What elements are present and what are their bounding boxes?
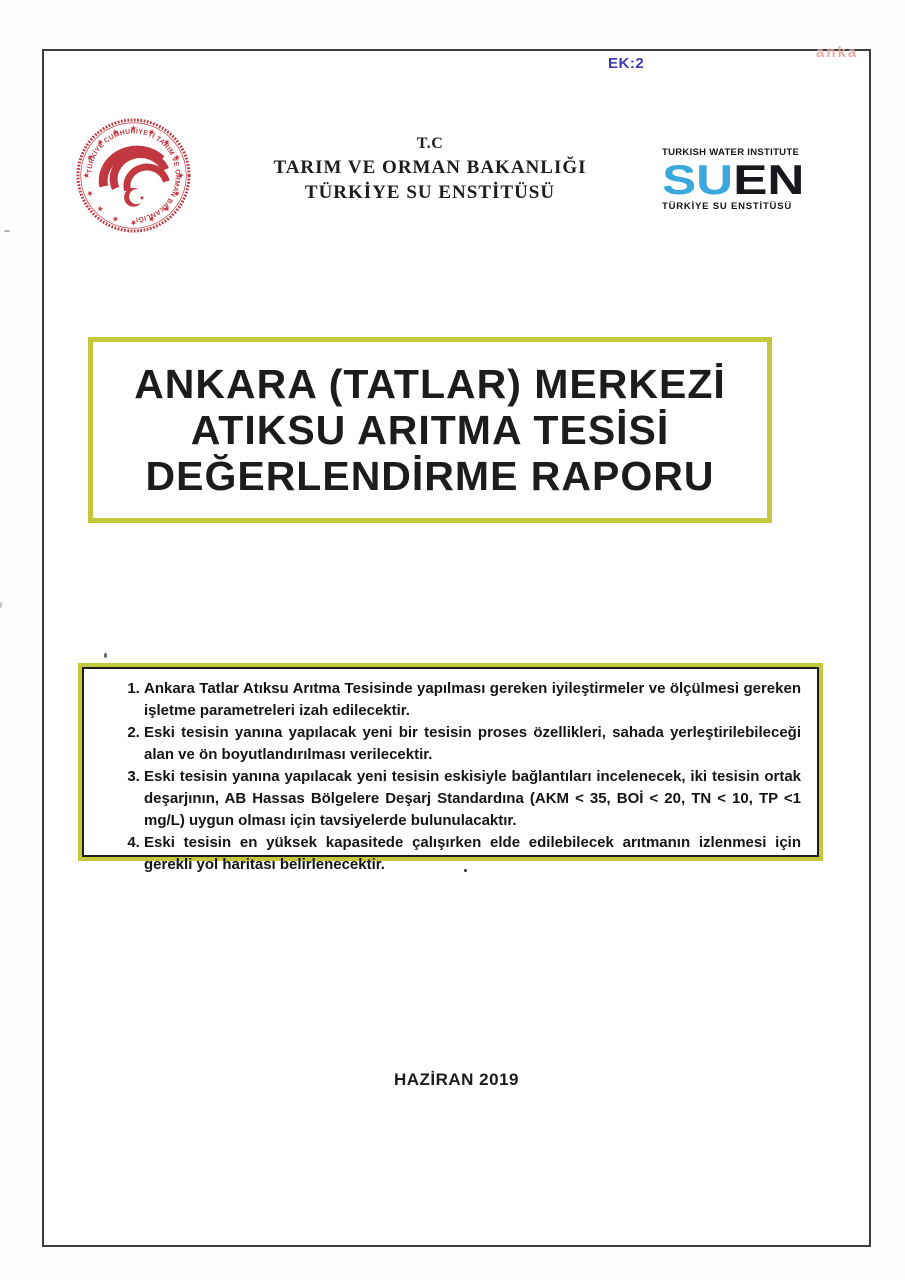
suen-wordmark (662, 156, 857, 203)
scan-artifact (104, 653, 107, 658)
header-tc: T.C (416, 135, 444, 152)
scope-item: 1. Ankara Tatlar Atıksu Arıtma Tesisinde yapılması gereken iyileştirmeler ve ölçülmesi gereken işletme parametreleri izah edilecektir. (144, 678, 801, 722)
report-title-line-3: DEĞERLENDİRME RAPORU (145, 453, 715, 499)
suen-su: SU (662, 156, 734, 203)
seal-ring-text: TÜRKİYE CUMHURİYETİ TARIM VE ORMAN BAKANLIĞI (86, 128, 181, 223)
scope-item: 4. Eski tesisin en yüksek kapasitede çalışırken elde edilebilecek arıtmanın izlenmesi için gerekli yol haritası belirlenecektir. (144, 832, 801, 876)
suen-english-label: TURKISH WATER INSTITUTE (662, 147, 800, 158)
suen-logo (662, 147, 822, 213)
suen-en: EN (733, 156, 805, 203)
scan-artifact (0, 602, 2, 608)
header-ministry-name: TARIM VE ORMAN BAKANLIĞI (273, 157, 587, 178)
report-title-line-1: ANKARA (TATLAR) MERKEZİ (134, 361, 726, 407)
scope-box-inner (82, 667, 819, 873)
scope-list (88, 678, 801, 876)
scope-item: 3. Eski tesisin yanına yapılacak yeni tesisin eskisiyle bağlantıları incelenecek, iki tesisin ortak deşarjının, AB Hassas Bölgelere Deşarj Standardına (AKM < 35, BOİ < 20, TN < 10, TP <1 mg/L) uygun olması için tavsiyelerde bulunulacaktır. (144, 766, 801, 832)
report-title-box (88, 337, 772, 523)
seal-crescent-icon (124, 188, 144, 207)
ministry-header (230, 133, 630, 205)
scan-artifact (464, 869, 467, 872)
anka-watermark: anka (816, 44, 859, 61)
report-title-line-2: ATIKSU ARITMA TESİSİ (190, 407, 670, 453)
ministry-seal-icon (74, 116, 193, 235)
seal-field-emblem (103, 150, 166, 190)
annex-label: EK:2 (608, 55, 645, 72)
scope-item: 2. Eski tesisin yanına yapılacak yeni bir tesisin proses özellikleri, sahada yerleştirilebileceği alan ve ön boyutlandırılması verilecektir. (144, 722, 801, 766)
report-date: HAZİRAN 2019 (393, 1070, 520, 1089)
scan-artifact (4, 230, 10, 232)
scope-box (78, 663, 823, 873)
suen-turkish-label: TÜRKİYE SU ENSTİTÜSÜ (662, 201, 793, 212)
header-institute-name: TÜRKİYE SU ENSTİTÜSÜ (304, 182, 556, 203)
